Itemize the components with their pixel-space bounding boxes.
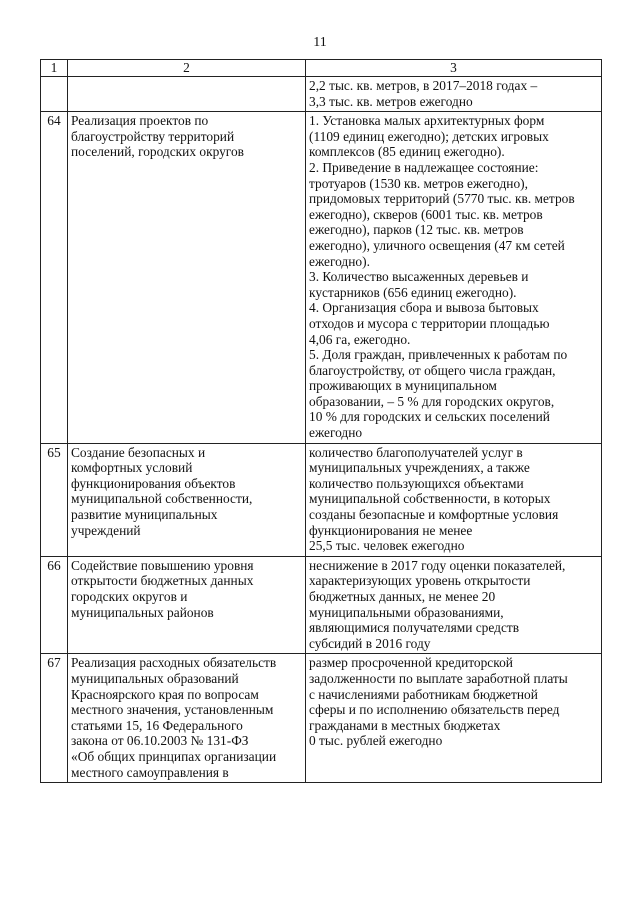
- text-line: количество пользующихся объектами: [309, 475, 524, 491]
- text-line: 2,2 тыс. кв. метров, в 2017–2018 годах –: [309, 78, 538, 93]
- text-line: с начислениями работникам бюджетной: [309, 686, 538, 702]
- text-line: Содействие повышению уровня: [71, 557, 254, 573]
- text-line: 4. Организация сбора и вывоза бытовых: [309, 300, 539, 316]
- text-line: Реализация проектов по: [71, 113, 209, 129]
- text-line: закона от 06.10.2003 № 131-ФЗ: [71, 733, 249, 749]
- text-line: ежегодно: [309, 425, 363, 441]
- table-row-64: [41, 112, 602, 443]
- text-line: «Об общих принципах организации: [71, 748, 277, 764]
- text-line: муниципальных образований: [71, 670, 239, 686]
- page-number: 11: [313, 35, 327, 50]
- text-line: ежегодно).: [309, 253, 370, 269]
- text-line: (1109 единиц ежегодно); детских игровых: [309, 128, 549, 144]
- text-line: функционирования не менее: [309, 522, 473, 538]
- row-name-cell: [68, 654, 306, 783]
- text-line: 0 тыс. рублей ежегодно: [309, 733, 443, 749]
- row-value-cell: [306, 556, 602, 654]
- text-line: Красноярского края по вопросам: [71, 686, 259, 702]
- column-header-2: 2: [68, 60, 306, 77]
- column-header-1: 1: [41, 60, 68, 77]
- text-line: проживающих в муниципальном: [309, 378, 497, 394]
- row-number-cell: 65: [41, 443, 68, 556]
- text-line: сферы и по исполнению обязательств перед: [309, 702, 560, 718]
- text-line: ежегодно), скверов (6001 тыс. кв. метров: [309, 206, 543, 222]
- text-line: Реализация расходных обязательств: [71, 655, 277, 671]
- text-line: 1. Установка малых архитектурных форм: [309, 113, 545, 129]
- text-line: Создание безопасных и: [71, 444, 206, 460]
- text-line: муниципальными образованиями,: [309, 604, 504, 620]
- text-line: местного значения, установленным: [71, 702, 274, 718]
- row-name-cell: [68, 112, 306, 443]
- text-line: комфортных условий: [71, 460, 193, 476]
- text-line: являющимися получателями средств: [309, 620, 520, 636]
- text-line: функционирования объектов: [71, 475, 236, 491]
- column-header-3: 3: [306, 60, 602, 77]
- row-number-cell: 67: [41, 654, 68, 783]
- text-line: 3,3 тыс. кв. метров ежегодно: [309, 93, 473, 109]
- text-line: муниципальных учреждениях, а также: [309, 460, 530, 476]
- text-line: характеризующих уровень открытости: [309, 573, 531, 589]
- text-line: 2. Приведение в надлежащее состояние:: [309, 159, 539, 175]
- text-line: комплексов (85 единиц ежегодно).: [309, 144, 505, 160]
- text-line: поселений, городских округов: [71, 144, 244, 160]
- table-header-row: [41, 60, 602, 77]
- text-line: 25,5 тыс. человек ежегодно: [309, 538, 465, 554]
- text-line: тротуаров (1530 кв. метров ежегодно),: [309, 175, 528, 191]
- text-line: 4,06 га, ежегодно.: [309, 331, 411, 347]
- text-line: придомовых территорий (5770 тыс. кв. метров: [309, 191, 575, 207]
- table-row-65: [41, 443, 602, 556]
- text-line: открытости бюджетных данных: [71, 573, 254, 589]
- measures-table: [40, 59, 602, 783]
- row-number-cell: 66: [41, 556, 68, 654]
- text-line: развитие муниципальных: [71, 507, 218, 523]
- text-line: городских округов и: [71, 589, 188, 604]
- row-value-cell: [306, 654, 602, 783]
- text-line: субсидий в 2016 году: [309, 635, 431, 651]
- text-line: образовании, – 5 % для городских округов,: [309, 393, 555, 409]
- text-line: размер просроченной кредиторской: [309, 655, 513, 671]
- text-line: 10 % для городских и сельских поселений: [309, 409, 550, 425]
- text-line: кустарников (656 единиц ежегодно).: [309, 284, 517, 300]
- table-row-continuation: [41, 77, 602, 112]
- text-line: учреждений: [71, 522, 141, 538]
- text-line: неснижение в 2017 году оценки показателей,: [309, 557, 566, 573]
- text-line: ежегодно), уличного освещения (47 км сетей: [309, 237, 565, 253]
- text-line: благоустройству, от общего числа граждан,: [309, 362, 556, 378]
- text-line: ежегодно), парков (12 тыс. кв. метров: [309, 222, 524, 238]
- row-value-cell: [306, 443, 602, 556]
- row-number-cell: 64: [41, 112, 68, 443]
- text-line: отходов и мусора с территории площадью: [309, 315, 550, 331]
- text-line: благоустройству территорий: [71, 128, 235, 144]
- text-line: муниципальной собственности, в которых: [309, 491, 551, 507]
- text-line: количество благополучателей услуг в: [309, 444, 523, 460]
- text-line: бюджетных данных, не менее 20: [309, 589, 496, 604]
- row-name-cell: [68, 77, 306, 112]
- text-line: муниципальной собственности,: [71, 491, 253, 507]
- row-value-cell: [306, 77, 602, 112]
- row-value-cell: [306, 112, 602, 443]
- table-row-66: [41, 556, 602, 654]
- text-line: статьями 15, 16 Федерального: [71, 717, 243, 733]
- row-name-cell: [68, 443, 306, 556]
- text-line: созданы безопасные и комфортные условия: [309, 507, 559, 523]
- text-line: 3. Количество высаженных деревьев и: [309, 269, 529, 285]
- text-line: задолженности по выплате заработной платы: [309, 670, 568, 686]
- row-number-cell: [41, 77, 68, 112]
- row-name-cell: [68, 556, 306, 654]
- text-line: 5. Доля граждан, привлеченных к работам по: [309, 347, 568, 363]
- text-line: муниципальных районов: [71, 604, 214, 620]
- table-row-67: [41, 654, 602, 783]
- text-line: местного самоуправления в: [71, 764, 229, 780]
- text-line: гражданами в местных бюджетах: [309, 717, 501, 733]
